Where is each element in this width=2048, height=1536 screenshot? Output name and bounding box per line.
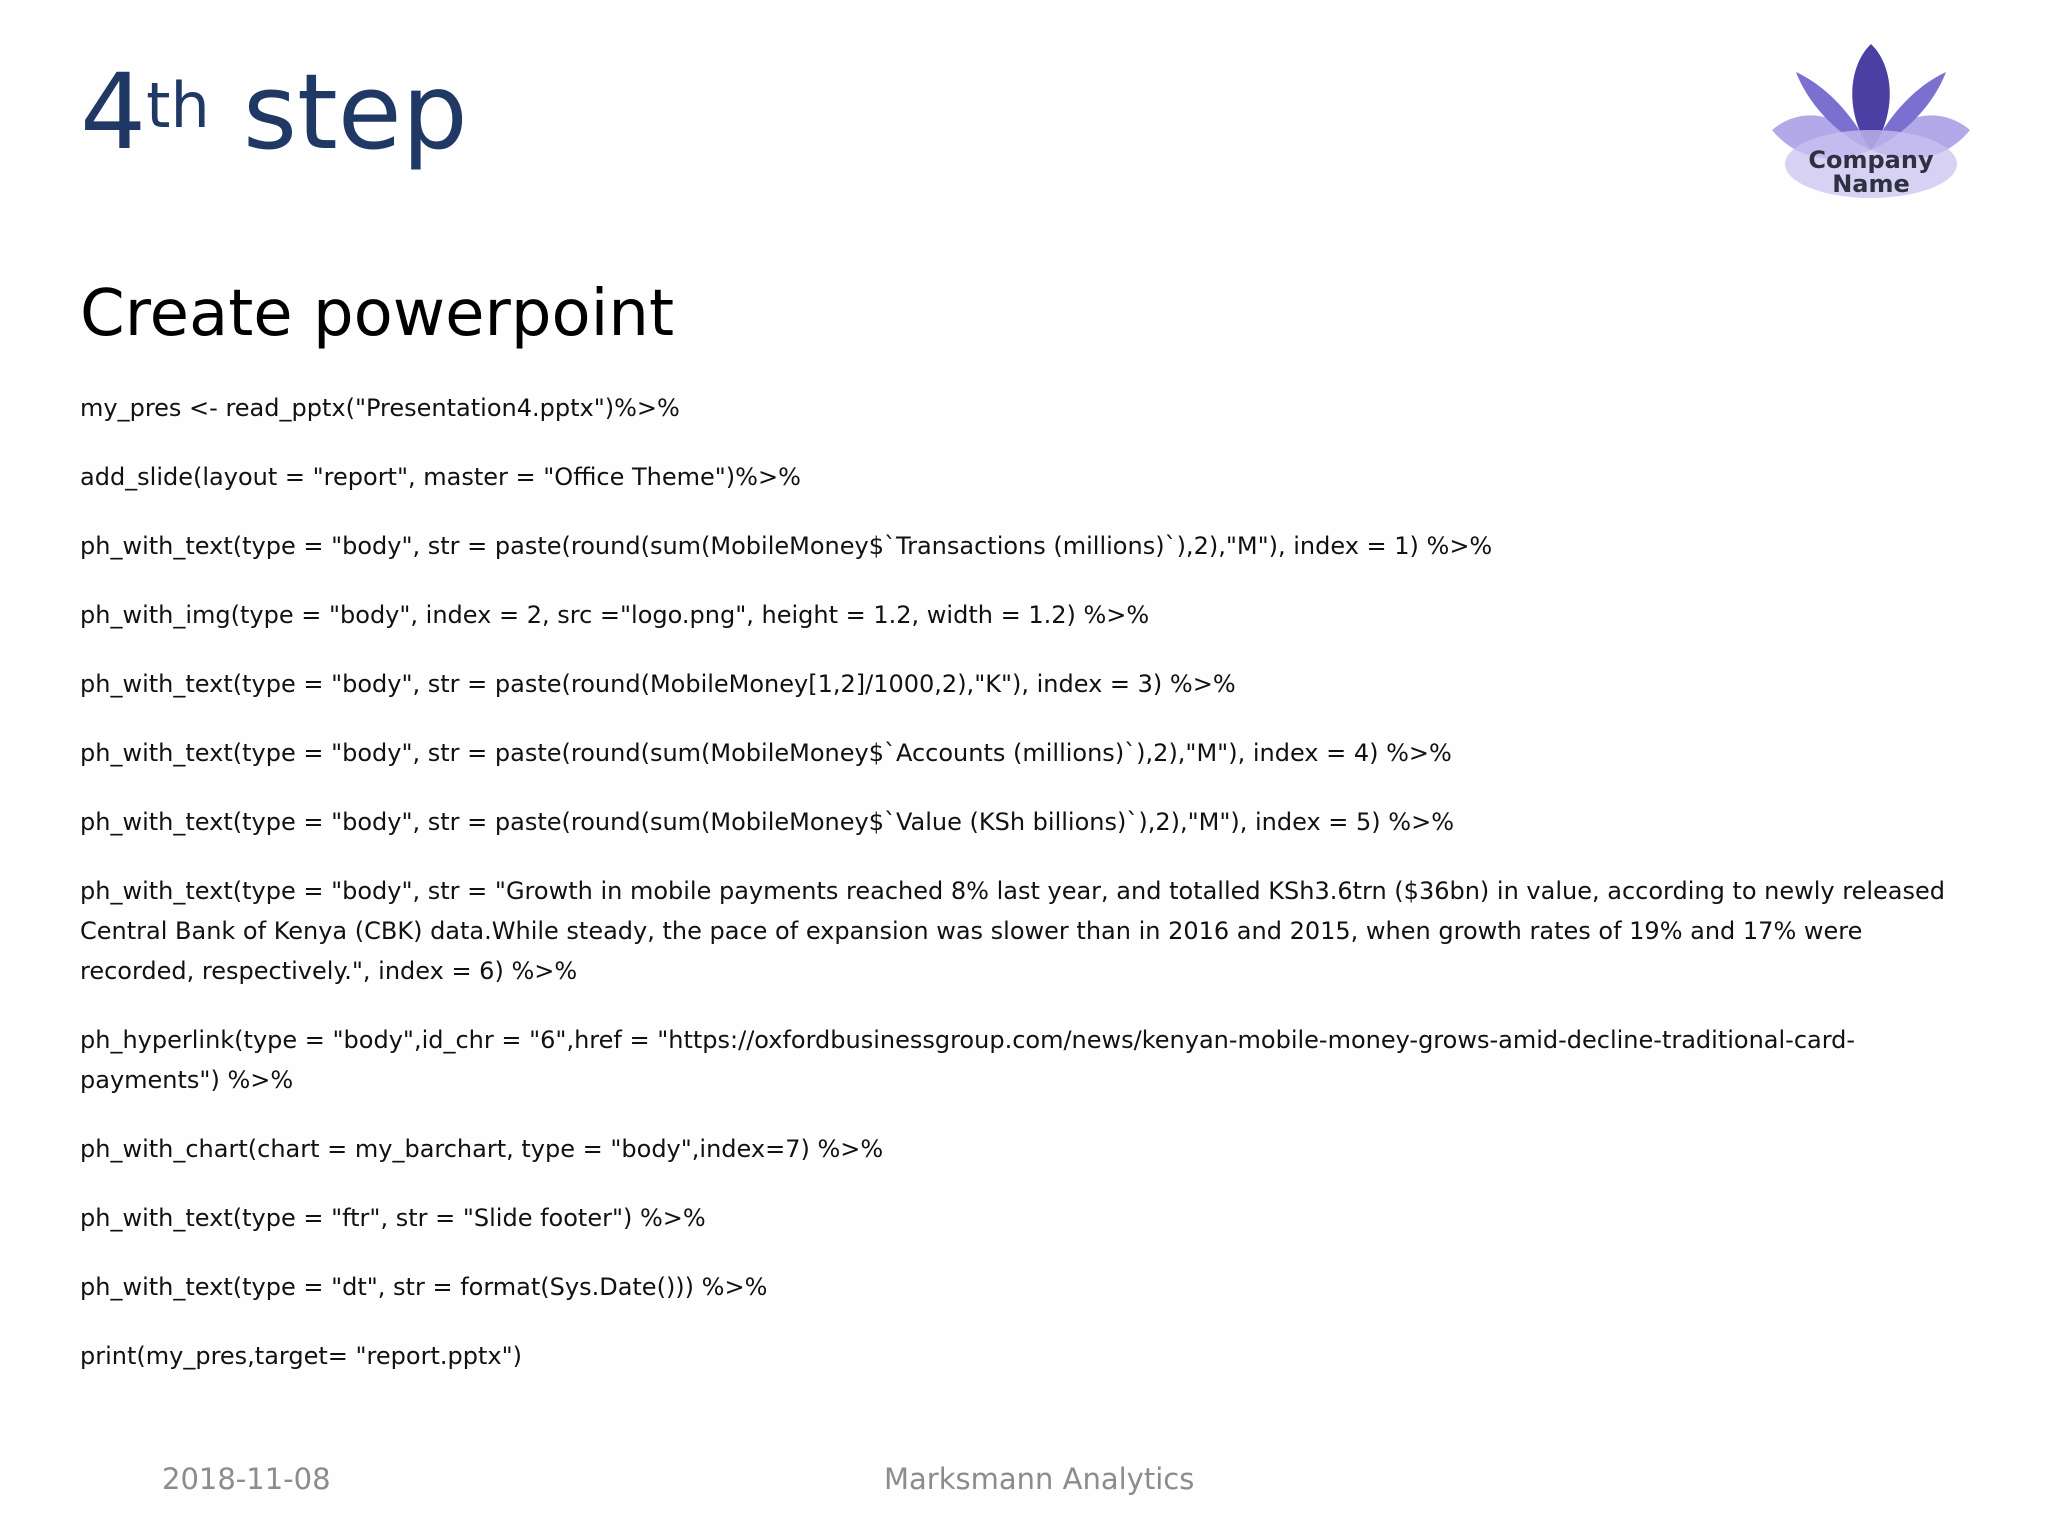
code-line: print(my_pres,target= "report.pptx") xyxy=(80,1342,522,1370)
slide-title xyxy=(80,42,468,182)
code-line: my_pres <- read_pptx("Presentation4.pptx")%>% xyxy=(80,394,680,422)
title-word: step xyxy=(242,51,468,173)
slide-subtitle: Create powerpoint xyxy=(80,277,675,351)
code-line: ph_with_img(type = "body", index = 2, src ="logo.png", height = 1.2, width = 1.2) %>% xyxy=(80,601,1150,629)
code-line: ph_with_text(type = "body", str = paste(round(sum(MobileMoney$`Accounts (millions)`),2),"M"), index = 4) %>% xyxy=(80,739,1452,767)
code-line: add_slide(layout = "report", master = "Office Theme")%>% xyxy=(80,463,801,491)
code-line: ph_with_text(type = "ftr", str = "Slide footer") %>% xyxy=(80,1204,706,1232)
code-line: ph_with_chart(chart = my_barchart, type = "body",index=7) %>% xyxy=(80,1135,884,1163)
code-line: ph_hyperlink(type = "body",id_chr = "6",href = "https://oxfordbusinessgroup.com/news/kenyan-mobile-money-grows-amid-decline-traditional-card-payments") %>% xyxy=(80,1026,1856,1094)
logo-text-line1: Company xyxy=(1808,146,1934,174)
logo-text-line2: Name xyxy=(1832,170,1910,198)
code-list xyxy=(80,388,1960,1405)
title-ordinal-suffix: th xyxy=(146,69,210,142)
footer-date: 2018-11-08 xyxy=(162,1462,331,1496)
code-line: ph_with_text(type = "body", str = "Growth in mobile payments reached 8% last year, and totalled KSh3.6trn ($36bn) in value, according to newly released Central Bank of Kenya (CBK) data.While steady, the pace of expansion was slower than in 2016 and 2015, when growth rates of 19% and 17% were recorded, respectively.", index = 6) %>% xyxy=(80,877,1953,985)
code-line: ph_with_text(type = "body", str = paste(round(sum(MobileMoney$`Value (KSh billions)`),2),"M"), index = 5) %>% xyxy=(80,808,1455,836)
company-logo xyxy=(1768,38,1974,208)
code-line: ph_with_text(type = "body", str = paste(round(MobileMoney[1,2]/1000,2),"K"), index = 3) %>% xyxy=(80,670,1236,698)
code-line: ph_with_text(type = "dt", str = format(Sys.Date())) %>% xyxy=(80,1273,768,1301)
title-number: 4 xyxy=(80,51,147,173)
footer-company: Marksmann Analytics xyxy=(884,1462,1195,1496)
code-line: ph_with_text(type = "body", str = paste(round(sum(MobileMoney$`Transactions (millions)`),2),"M"), index = 1) %>% xyxy=(80,532,1493,560)
